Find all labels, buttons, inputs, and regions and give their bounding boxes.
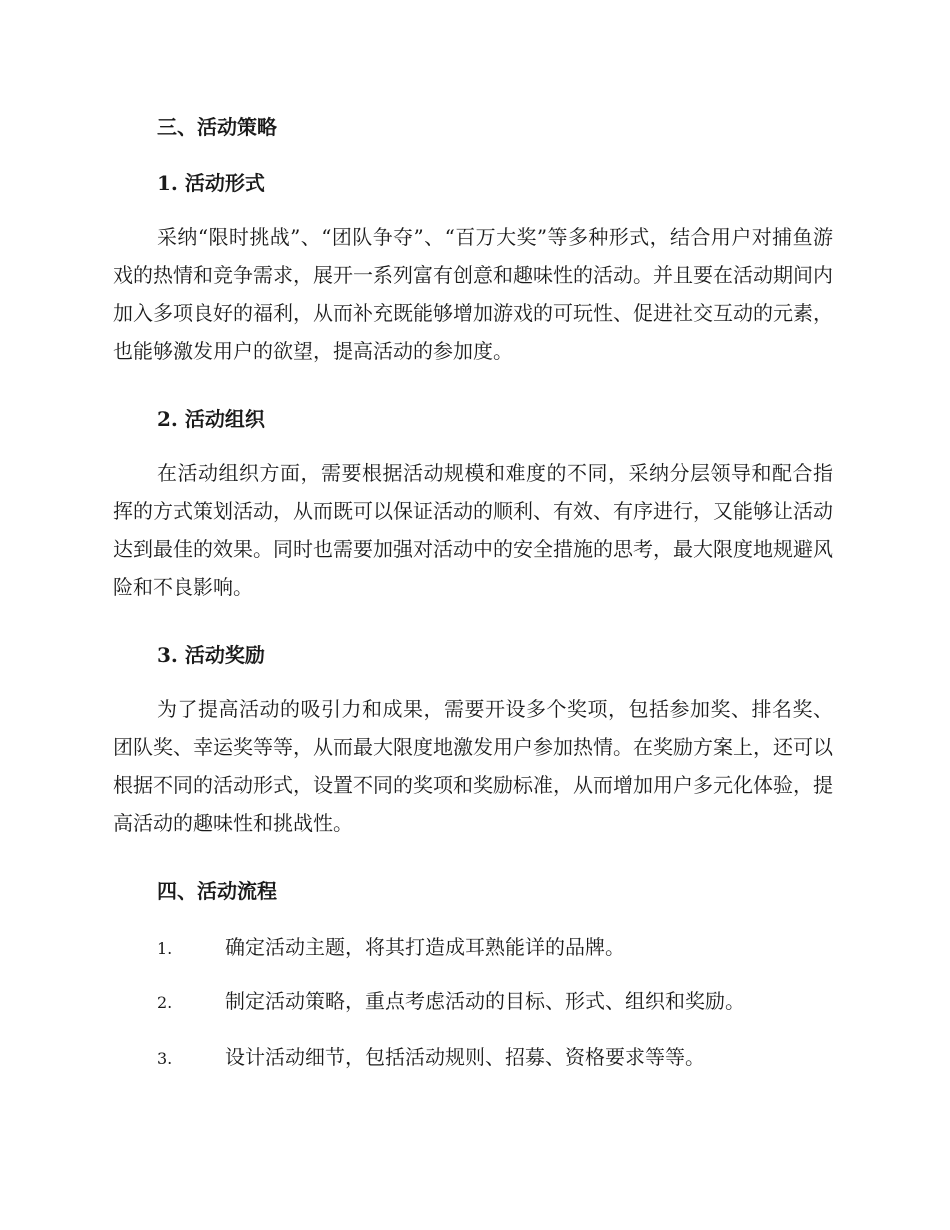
list-item-text: 设计活动细节，包括活动规则、招募、资格要求等等。 xyxy=(225,1045,705,1069)
section-heading-process: 四、活动流程 xyxy=(157,879,277,903)
list-item xyxy=(157,1043,705,1073)
list-item-number: 1. xyxy=(157,939,173,958)
subheading-activity-organization: 2. 活动组织 xyxy=(157,407,265,431)
list-item-text: 确定活动主题，将其打造成耳熟能详的品牌。 xyxy=(225,935,625,959)
list-item xyxy=(157,987,745,1017)
paragraph-activity-format: 采纳“限时挑战”、“团队争夺”、“百万大奖”等多种形式，结合用户对捕鱼游戏的热情和竞争需求，展开一系列富有创意和趣味性的活动。并且要在活动期间内加入多项良好的福利，从而补充既能够增加游戏的可玩性、促进社交互动的元素，也能够激发用户的欲望，提高活动的参加度。 xyxy=(113,225,833,363)
paragraph-activity-rewards: 为了提高活动的吸引力和成果，需要开设多个奖项，包括参加奖、排名奖、团队奖、幸运奖等等，从而最大限度地激发用户参加热情。在奖励方案上，还可以根据不同的活动形式，设置不同的奖项和奖励标准，从而增加用户多元化体验，提高活动的趣味性和挑战性。 xyxy=(113,697,833,835)
section-heading-strategy: 三、活动策略 xyxy=(157,115,277,139)
list-item xyxy=(157,933,625,963)
subheading-activity-rewards: 3. 活动奖励 xyxy=(157,643,265,667)
list-item-number: 2. xyxy=(157,993,173,1012)
list-item-text: 制定活动策略，重点考虑活动的目标、形式、组织和奖励。 xyxy=(225,989,745,1013)
list-item-number: 3. xyxy=(157,1049,173,1068)
subheading-activity-format: 1. 活动形式 xyxy=(157,171,265,195)
paragraph-activity-organization: 在活动组织方面，需要根据活动规模和难度的不同，采纳分层领导和配合指挥的方式策划活动，从而既可以保证活动的顺利、有效、有序进行，又能够让活动达到最佳的效果。同时也需要加强对活动中的安全措施的思考，最大限度地规避风险和不良影响。 xyxy=(113,461,833,599)
